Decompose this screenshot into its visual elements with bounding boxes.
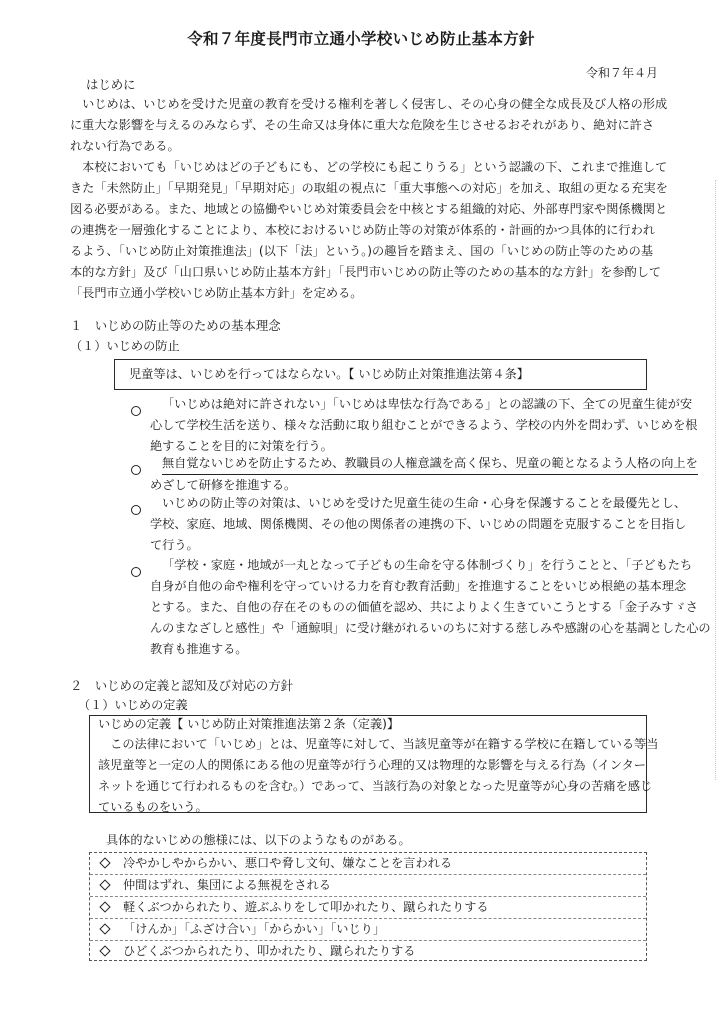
text-line: この法律において「いじめ」とは、児童等に対して、当該児童等が在籍する学校に在籍している等当 xyxy=(98,737,659,751)
principle-item-3 xyxy=(150,493,687,556)
text-line: きた「未然防止」「早期発見」「早期対応」の取組の視点に「重大事態への対応」を加え、取組の更なる充実を xyxy=(70,181,668,195)
text-line: 「学校・家庭・地域が一丸となって子どもの生命を守る体制づくり」を行うことと、「子どもたち xyxy=(162,558,693,572)
diamond-bullet-icon xyxy=(99,879,110,890)
diamond-bullet-icon xyxy=(99,901,110,912)
intro-paragraph-1 xyxy=(70,94,667,157)
intro-heading: はじめに xyxy=(86,77,136,92)
text-line: 学校、家庭、地域、関係機関、その他の関係者の連携の下、いじめの問題を克服することを目指し xyxy=(150,517,687,531)
text-line: めざして研修を推進する。 xyxy=(150,478,297,492)
text-line: て行う。 xyxy=(150,538,199,552)
circle-bullet-icon xyxy=(131,567,141,577)
diamond-bullet-icon xyxy=(99,857,110,868)
text-line: ているものをいう。 xyxy=(98,800,208,814)
text-line: いじめは、いじめを受けた児童の教育を受ける権利を著しく侵害し、その心身の健全な成長及び人格の形成 xyxy=(70,97,668,111)
text-line: 該児童等と一定の人的関係にある他の児童等が行う心理的又は物理的な影響を与える行為（インター xyxy=(98,758,646,772)
text-line: 本的な方針」及び「山口県いじめ防止基本方針」「長門市いじめの防止等のための基本的な方針」を参酌して xyxy=(70,265,662,279)
list-item: 仲間はずれ、集団による無視をされる xyxy=(101,875,331,896)
principle-item-1 xyxy=(150,394,698,457)
principle-item-4 xyxy=(150,555,711,660)
section-2-heading: ２ いじめの定義と認知及び対応の方針 xyxy=(70,678,294,693)
article-4-text: 児童等は、いじめを行ってはならない。【 いじめ防止対策推進法第４条】 xyxy=(129,367,529,381)
article-4-box xyxy=(114,359,647,390)
text-line: んのまなざしと感性」や「通鯨唄」に受け継がれるいのちに対する慈しみや感謝の心を基調とした心の xyxy=(150,621,711,635)
text-line: れない行為である。 xyxy=(70,139,180,153)
text-line: 「いじめは絶対に許されない」「いじめは卑怯な行為である」との認識の下、全ての児童生徒が安 xyxy=(162,397,693,411)
scan-edge xyxy=(711,180,716,780)
text-line: ネットを通じて行われるものを含む。）であって、当該行為の対象となった児童等が心身の苦痛を感じ xyxy=(98,779,653,793)
principle-item-2 xyxy=(150,453,698,496)
circle-bullet-icon xyxy=(131,465,141,475)
definition-box-body xyxy=(98,734,658,818)
text-line: の連携を一層強化することにより、本校におけるいじめ防止等の対策が体系的・計画的かつ具体的に行われ xyxy=(70,223,655,237)
text-line: 図る必要がある。また、地域との協働やいじめ対策委員会を中核とする組織的対応、外部専門家や関係機関と xyxy=(70,202,668,216)
text-line: 無自覚ないじめを防止するため、教職員の人権意識を高く保ち、児童の範となるよう人格の向上を xyxy=(162,453,698,475)
text-line: 「長門市立通小学校いじめ防止基本方針」を定める。 xyxy=(70,286,363,300)
section-1-subheading: （１）いじめの防止 xyxy=(70,339,180,353)
section-2-subheading: （１）いじめの定義 xyxy=(78,698,188,712)
list-item: ひどくぶつかられたり、叩かれたり、蹴られたりする xyxy=(101,941,416,962)
section-1-heading: １ いじめの防止等のための基本理念 xyxy=(70,318,281,333)
text-line: るよう、「いじめ防止対策推進法」(以下「法」という。)の趣旨を踏まえ、国の「いじめの防止等のための基 xyxy=(70,244,654,258)
document-title: 令和７年度長門市立通小学校いじめ防止基本方針 xyxy=(187,30,535,48)
definition-box-title: いじめの定義【 いじめ防止対策推進法第２条（定義)】 xyxy=(98,717,400,731)
examples-intro: 具体的ないじめの態様には、以下のようなものがある。 xyxy=(106,833,411,847)
definition-box xyxy=(89,715,659,814)
text-line: 心して学校生活を送り、様々な活動に取り組むことができるよう、学校の内外を問わず、いじめを根 xyxy=(150,418,698,432)
text-line: いじめの防止等の対策は、いじめを受けた児童生徒の生命・心身を保護することを最優先とし、 xyxy=(162,496,687,510)
text-line: に重大な影響を与えるのみならず、その生命又は身体に重大な危険を生じさせるおそれがあり、絶対に許さ xyxy=(70,118,655,132)
diamond-bullet-icon xyxy=(99,945,110,956)
text-line: 絶することを目的に対策を行う。 xyxy=(150,439,333,453)
examples-box xyxy=(89,852,647,961)
text-line: 教育も推進する。 xyxy=(150,642,248,656)
list-item: 「けんか」「ふざけ合い」「からかい」「いじり」 xyxy=(101,919,385,940)
circle-bullet-icon xyxy=(131,505,141,515)
circle-bullet-icon xyxy=(131,406,141,416)
list-item: 冷やかしやからかい、悪口や脅し文句、嫌なことを言われる xyxy=(101,853,452,874)
text-line: とする。また、自他の存在そのものの価値を認め、共によりよく生きていこうとする「金子みすゞさ xyxy=(150,600,698,614)
list-item: 軽くぶつかられたり、遊ぶふりをして叩かれたり、蹴られたりする xyxy=(101,897,489,918)
intro-paragraph-2 xyxy=(70,157,668,304)
text-line: 本校においても「いじめはどの子どもにも、どの学校にも起こりうる」という認識の下、これまで推進して xyxy=(70,160,668,174)
document-date: 令和７年４月 xyxy=(585,66,658,80)
text-line: 自身が自他の命や権利を守っていける力を育む教育活動」を推進することをいじめ根絶の基本理念 xyxy=(150,579,687,593)
diamond-bullet-icon xyxy=(99,923,110,934)
